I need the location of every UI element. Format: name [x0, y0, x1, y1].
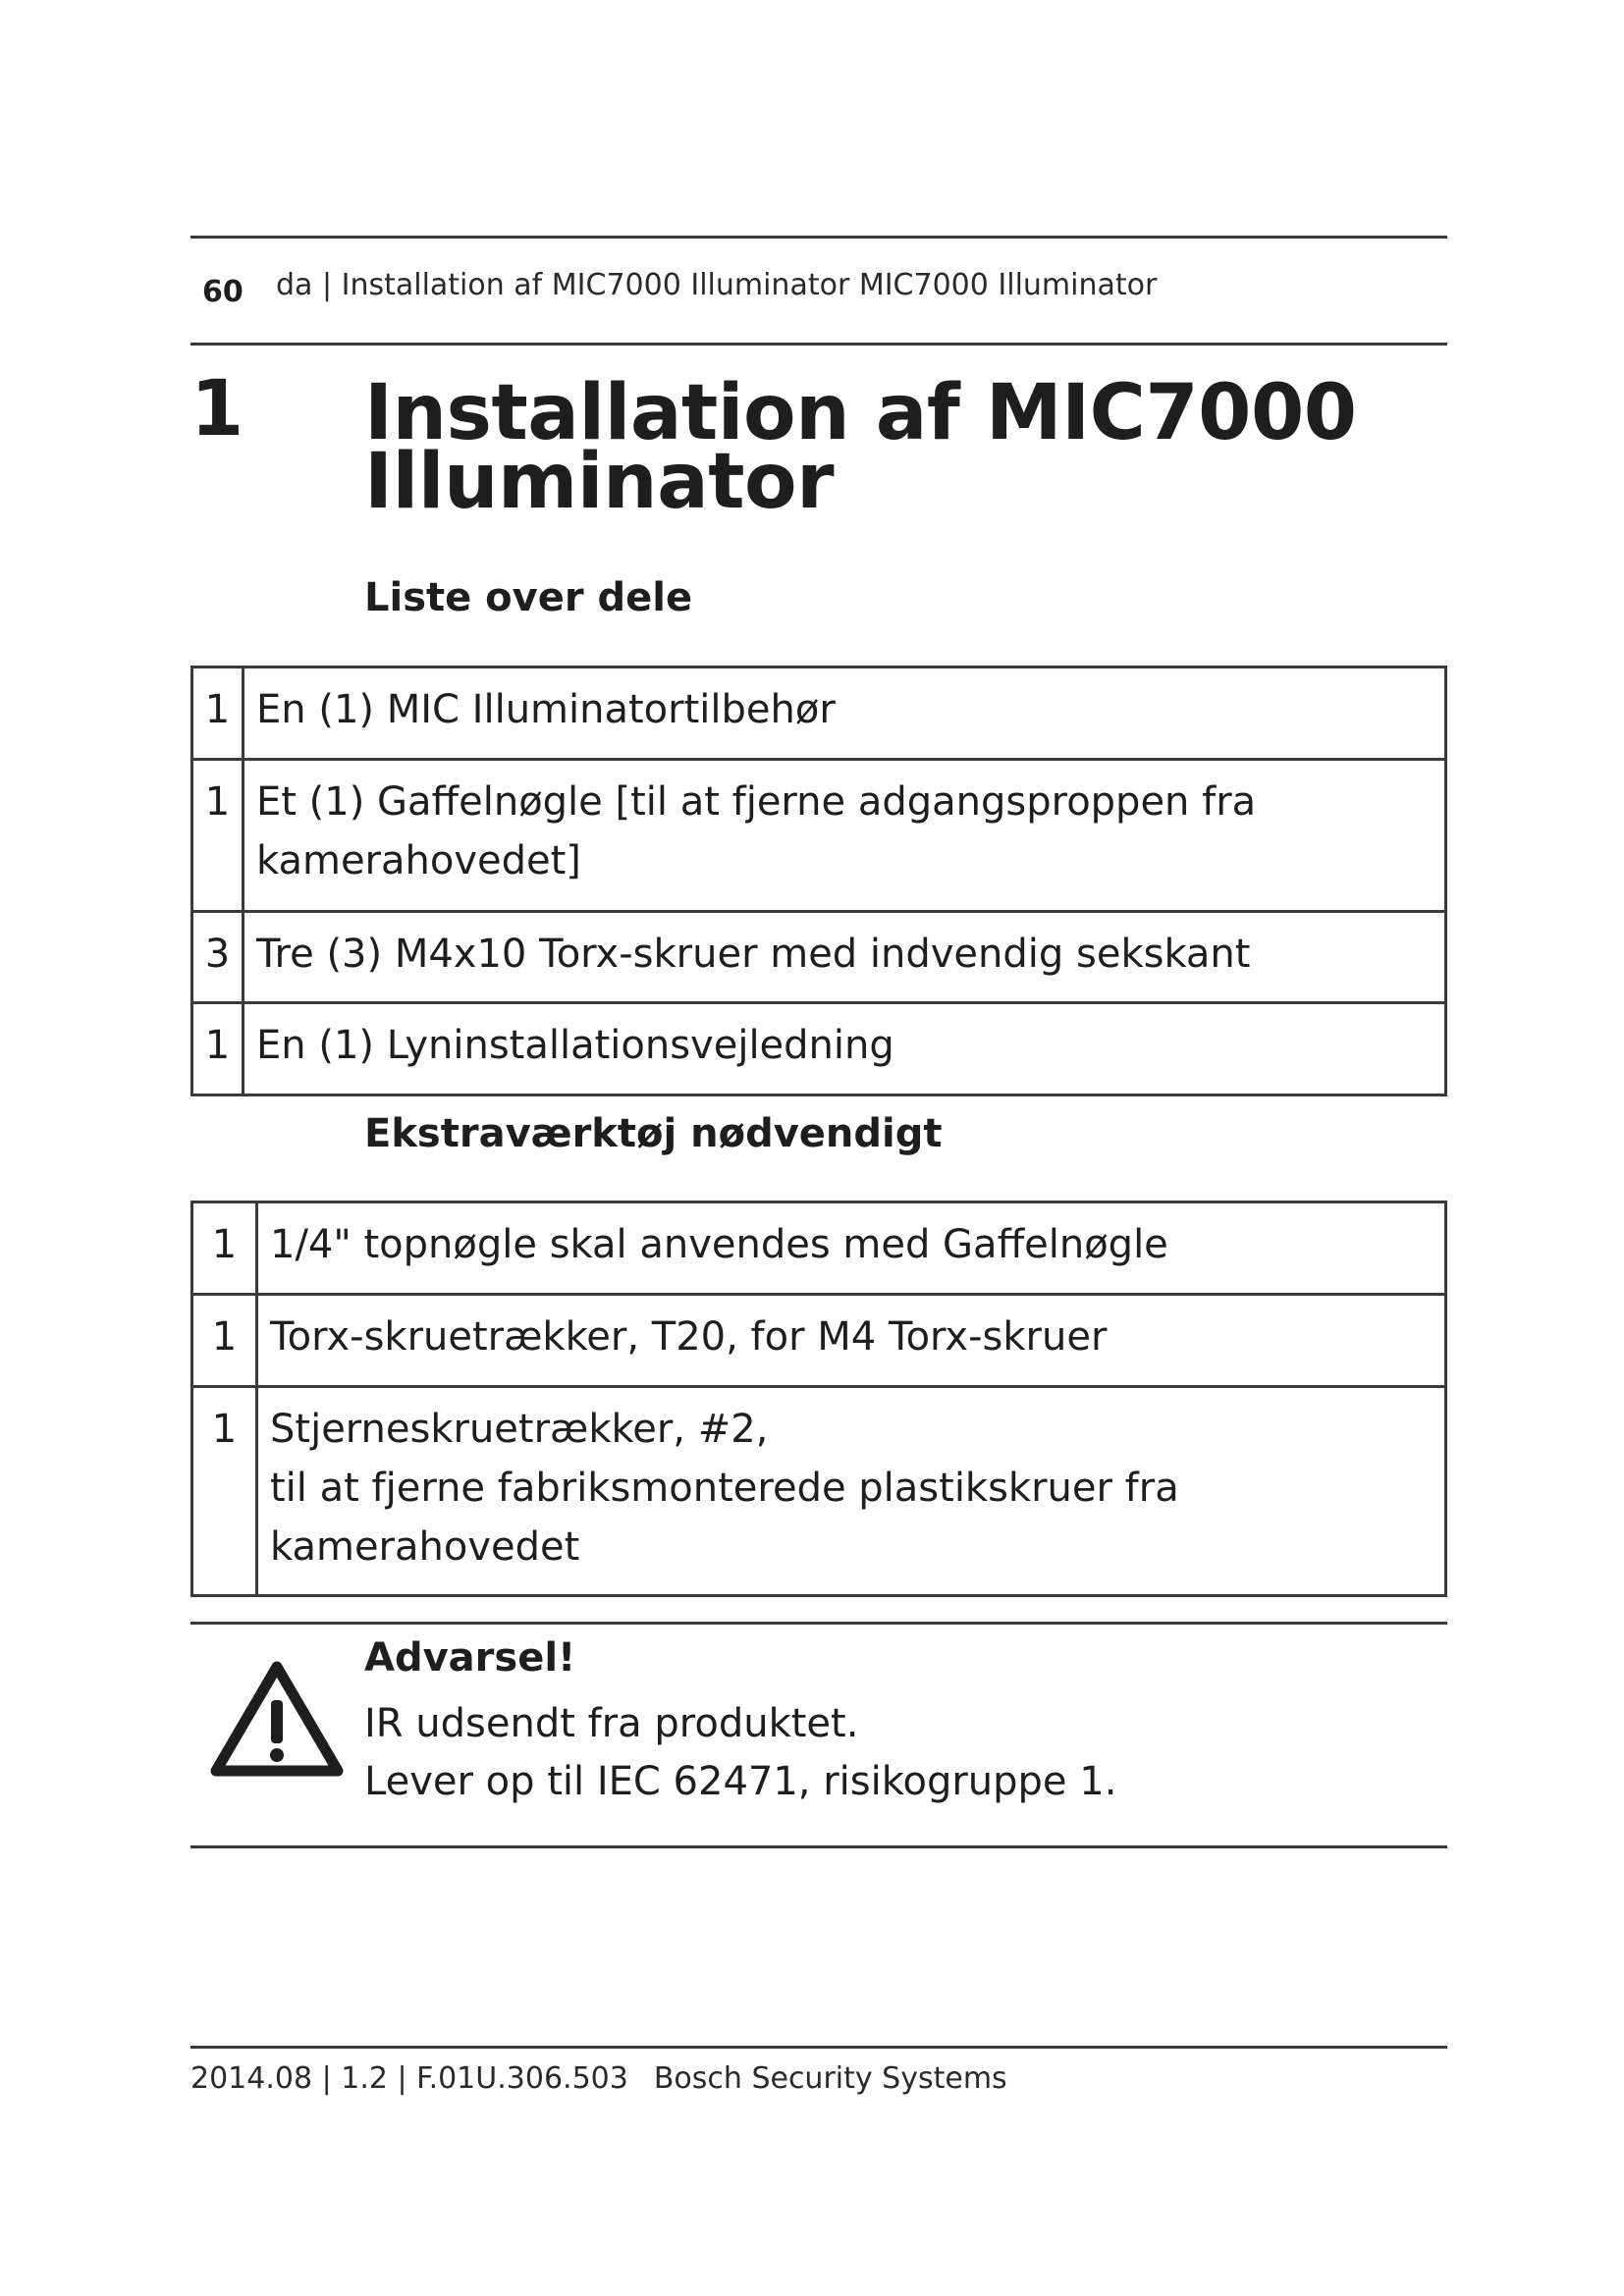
- qty-cell: 1: [192, 667, 244, 760]
- desc-cell: [244, 760, 1446, 912]
- qty-cell: 1: [192, 1003, 244, 1095]
- footer: [190, 2061, 1007, 2096]
- qty-cell: 1: [192, 1295, 257, 1387]
- desc-line: Et (1) Gaffelnøgle [til at fjerne adgangsproppen fra: [256, 779, 1257, 825]
- qty-cell: 1: [192, 1387, 257, 1596]
- table-row: [192, 1295, 1446, 1387]
- desc-line: til at fjerne fabriksmonterede plastikskruer fra: [270, 1466, 1179, 1511]
- tools-list-heading: Ekstraværktøj nødvendigt: [364, 1111, 943, 1156]
- table-row: [192, 760, 1446, 912]
- table-row: [192, 912, 1446, 1003]
- warning-title: Advarsel!: [364, 1635, 576, 1681]
- parts-list-heading: Liste over dele: [364, 575, 693, 620]
- footer-company: Bosch Security Systems: [653, 2061, 1007, 2096]
- desc-cell: [257, 1387, 1446, 1596]
- desc-cell: [257, 1202, 1446, 1295]
- desc-line: En (1) MIC Illuminatortilbehør: [256, 687, 836, 732]
- parts-table: [190, 666, 1447, 1096]
- desc-cell: [244, 1003, 1446, 1095]
- desc-cell: [257, 1295, 1446, 1387]
- warning-triangle-icon: [208, 1657, 346, 1783]
- qty-cell: 3: [192, 912, 244, 1003]
- desc-cell: [244, 912, 1446, 1003]
- table-row: [192, 667, 1446, 760]
- chapter-title-line-1: Installation af MIC7000: [364, 369, 1357, 457]
- desc-line: 1/4" topnøgle skal anvendes med Gaffelnøgle: [270, 1222, 1168, 1267]
- chapter-title-line-2: Illuminator: [364, 438, 835, 526]
- table-row: [192, 1202, 1446, 1295]
- desc-line: kamerahovedet: [270, 1524, 580, 1570]
- header-top-rule: [190, 236, 1447, 239]
- footer-rule: [190, 2046, 1447, 2049]
- warning-bottom-rule: [190, 1845, 1447, 1848]
- chapter-title: [364, 369, 1395, 526]
- desc-line: Stjerneskruetrækker, #2,: [270, 1407, 769, 1452]
- desc-cell: [244, 667, 1446, 760]
- desc-line: kamerahovedet]: [256, 838, 581, 883]
- header-bottom-rule: [190, 343, 1447, 346]
- qty-cell: 1: [192, 760, 244, 912]
- tools-table: [190, 1201, 1447, 1597]
- warning-text-line-1: IR udsendt fra produktet.: [364, 1701, 859, 1746]
- qty-cell: 1: [192, 1202, 257, 1295]
- table-row: [192, 1387, 1446, 1596]
- table-row: [192, 1003, 1446, 1095]
- desc-line: Tre (3) M4x10 Torx-skruer med indvendig sekskant: [256, 932, 1251, 977]
- desc-line: Torx-skruetrækker, T20, for M4 Torx-skruer: [270, 1314, 1108, 1360]
- running-title: da | Installation af MIC7000 Illuminator MIC7000 Illuminator: [276, 268, 1158, 302]
- page-number: 60: [202, 275, 244, 309]
- chapter-number: 1: [190, 365, 244, 454]
- desc-line: En (1) Lyninstallationsvejledning: [256, 1023, 894, 1068]
- warning-text-line-2: Lever op til IEC 62471, risikogruppe 1.: [364, 1759, 1117, 1804]
- footer-doc-info: 2014.08 | 1.2 | F.01U.306.503: [190, 2061, 628, 2096]
- warning-top-rule: [190, 1622, 1447, 1625]
